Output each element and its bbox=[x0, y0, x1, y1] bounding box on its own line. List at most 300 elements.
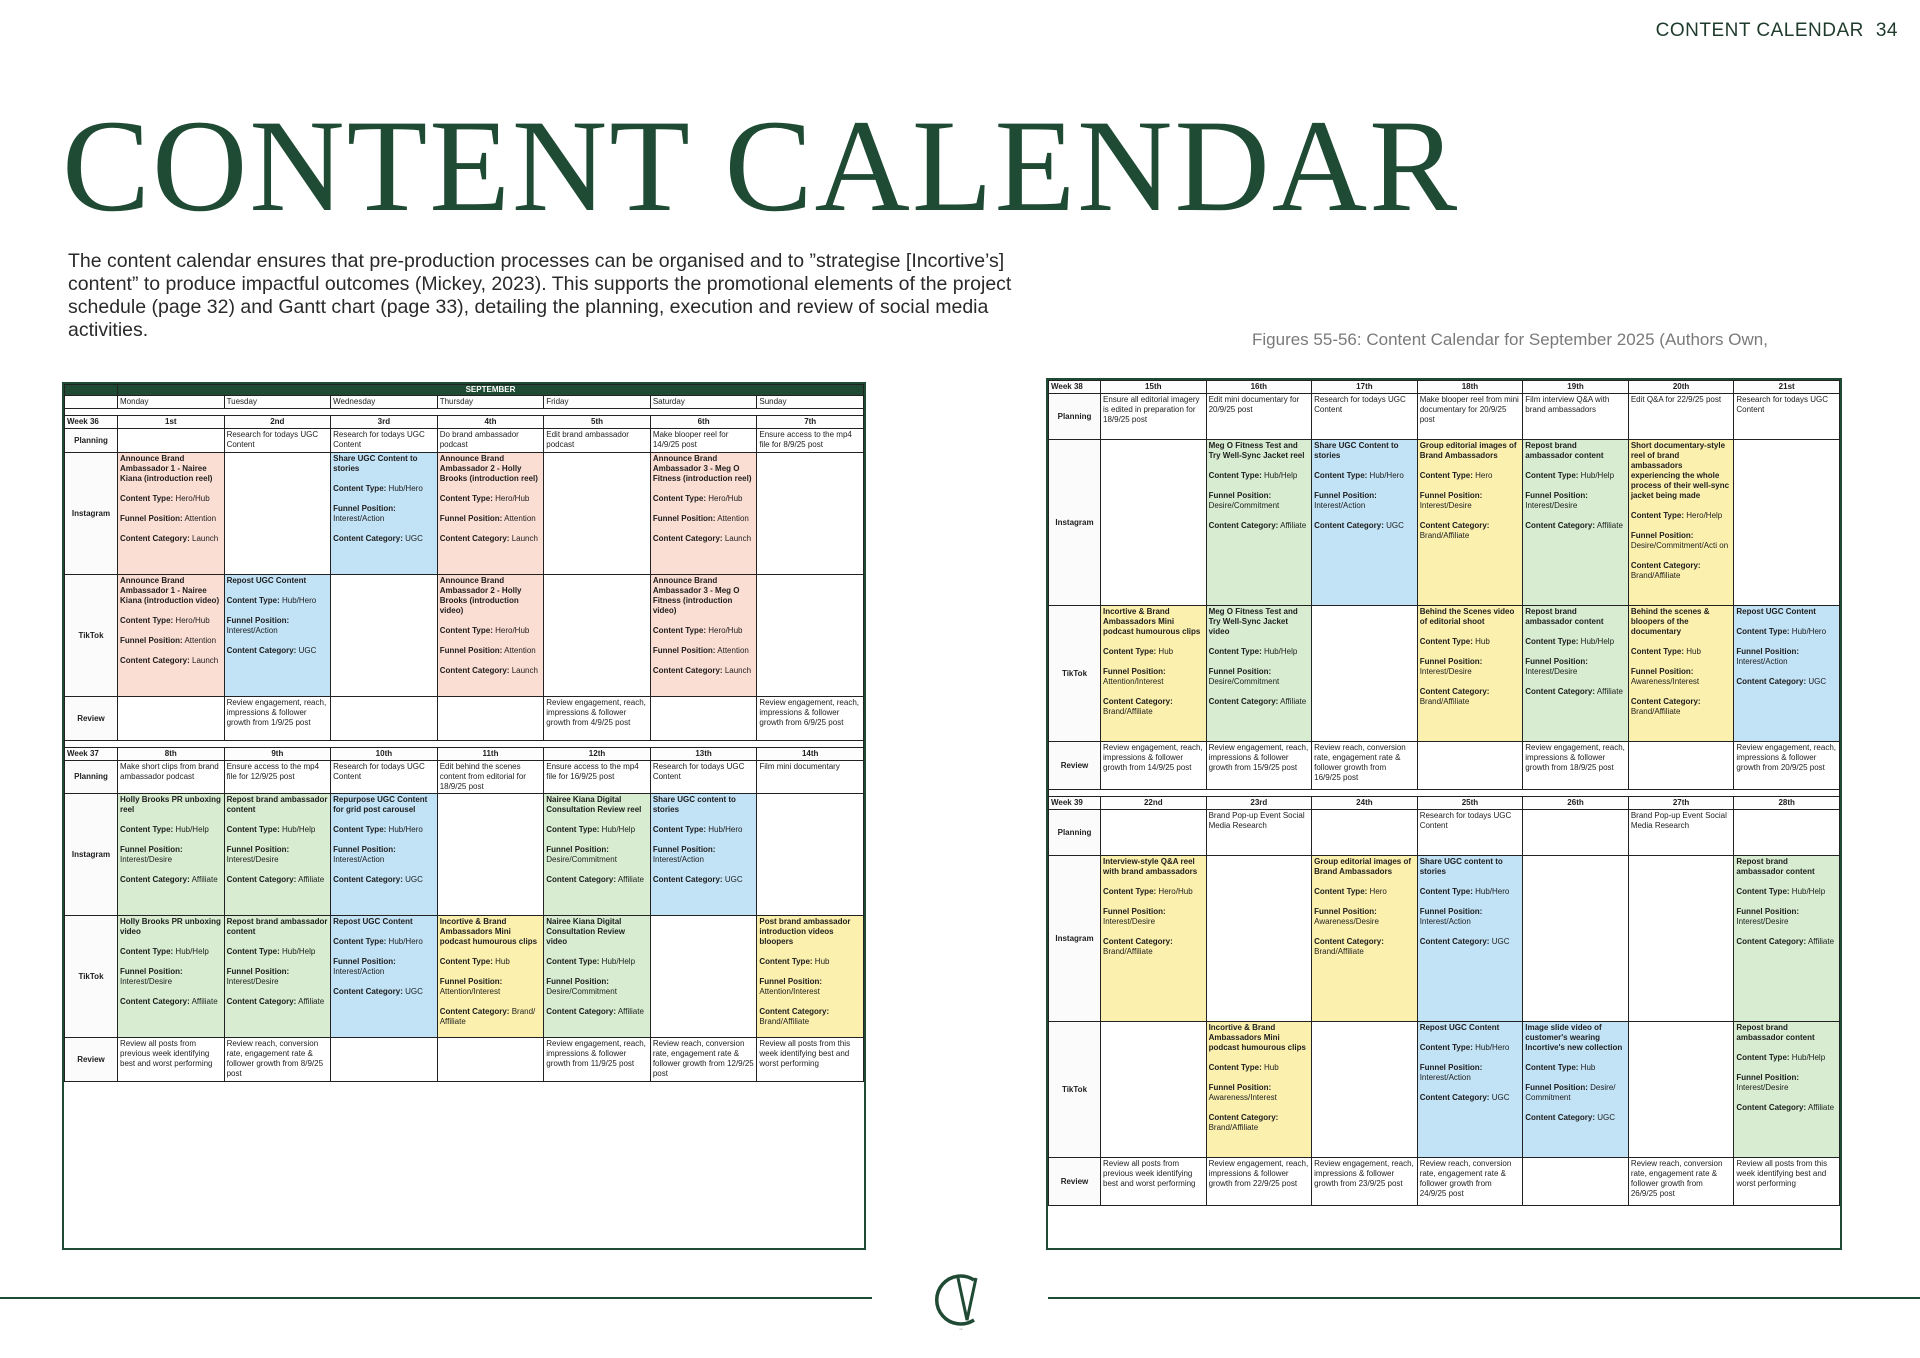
cell-title: Image slide video of customer's wearing Incortive's new collection bbox=[1525, 1023, 1623, 1052]
cell-content-category: Content Category: Brand/Affiliate bbox=[1208, 1113, 1279, 1132]
cell-content-category: Content Category: UGC bbox=[333, 987, 423, 996]
cell-title: Incortive & Brand Ambassadors Mini podcast humourous clips bbox=[1208, 1023, 1306, 1052]
calendar-cell bbox=[544, 761, 651, 794]
cell-text: Review engagement, reach, impressions & follower growth from 23/9/25 post bbox=[1314, 1159, 1414, 1188]
cell-content-type: Content Type: Hero bbox=[1314, 887, 1387, 896]
calendar-cell bbox=[1206, 810, 1312, 856]
calendar-cell bbox=[1101, 1158, 1207, 1206]
cell-text: Ensure all editorial imagery is edited in preparation for 18/9/25 post bbox=[1103, 395, 1200, 424]
row-label: Planning bbox=[65, 761, 118, 794]
calendar-cell bbox=[1312, 1158, 1418, 1206]
cell-funnel-position: Funnel Position: Interest/Action bbox=[1419, 1063, 1483, 1082]
cell-title: Nairee Kiana Digital Consultation Review video bbox=[546, 917, 625, 946]
calendar-cell bbox=[437, 697, 544, 741]
weekday-name: Sunday bbox=[757, 396, 864, 409]
cell-funnel-position: Funnel Position: Awareness/Interest bbox=[1630, 667, 1700, 686]
calendar-cell bbox=[437, 761, 544, 794]
date-header: 15th bbox=[1101, 381, 1207, 394]
cell-text: Film interview Q&A with brand ambassadors bbox=[1525, 395, 1610, 414]
calendar-cell bbox=[1101, 1022, 1207, 1158]
calendar-cell bbox=[1417, 1022, 1523, 1158]
calendar-cell bbox=[1206, 394, 1312, 440]
cell-text: Research for todays UGC Content bbox=[652, 762, 745, 781]
calendar-cell bbox=[1206, 856, 1312, 1022]
date-header: 19th bbox=[1523, 381, 1629, 394]
calendar-cell bbox=[1523, 440, 1629, 606]
cell-title: Post brand ambassador introduction videos bloopers bbox=[759, 917, 851, 946]
calendar-cell bbox=[331, 453, 438, 575]
date-header: 5th bbox=[544, 416, 651, 429]
calendar-cell bbox=[757, 794, 864, 916]
cell-text: Review all posts from previous week identifying best and worst performing bbox=[120, 1039, 213, 1068]
row-review bbox=[1049, 1158, 1840, 1206]
cell-content-category: Content Category: Brand/Affiliate bbox=[1419, 687, 1490, 706]
calendar-cell bbox=[757, 916, 864, 1038]
cell-content-category: Content Category: Brand/Affiliate bbox=[1630, 697, 1701, 716]
brand-logo-mark: CV bbox=[959, 1329, 963, 1331]
calendar-cell bbox=[757, 697, 864, 741]
figure-caption: Figures 55-56: Content Calendar for September 2025 (Authors Own, bbox=[1252, 330, 1768, 349]
cell-text: Review all posts from previous week identifying best and worst performing bbox=[1103, 1159, 1196, 1188]
cell-text: Research for todays UGC Content bbox=[1419, 811, 1512, 830]
cell-funnel-position: Funnel Position: Interest/Desire bbox=[226, 967, 290, 986]
cell-content-type: Content Type: Hub/Hero bbox=[333, 484, 423, 493]
cell-content-type: Content Type: Hero/Help bbox=[1630, 511, 1723, 520]
month-spacer bbox=[65, 385, 118, 396]
weekday-name: Wednesday bbox=[331, 396, 438, 409]
row-label: Review bbox=[1049, 742, 1101, 790]
cell-text: Review engagement, reach, impressions & follower growth from 4/9/25 post bbox=[546, 698, 646, 727]
cell-funnel-position: Funnel Position: Attention bbox=[439, 646, 536, 655]
spacer-cell bbox=[65, 409, 864, 416]
cell-funnel-position: Funnel Position: Desire/ Commitment bbox=[1525, 1083, 1616, 1102]
cell-content-type: Content Type: Hub/Help bbox=[546, 825, 636, 834]
cell-text: Brand Pop-up Event Social Media Research bbox=[1208, 811, 1305, 830]
calendar-cell bbox=[1312, 394, 1418, 440]
cell-content-category: Content Category: Launch bbox=[120, 534, 219, 543]
cell-content-category: Content Category: UGC bbox=[1525, 1113, 1616, 1122]
row-label: TikTok bbox=[65, 575, 118, 697]
date-header: 24th bbox=[1312, 797, 1418, 810]
cell-text: Brand Pop-up Event Social Media Research bbox=[1630, 811, 1727, 830]
cell-funnel-position: Funnel Position: Interest/Action bbox=[1419, 907, 1483, 926]
calendar-cell bbox=[650, 453, 757, 575]
cell-funnel-position: Funnel Position: Attention bbox=[652, 514, 749, 523]
cell-funnel-position: Funnel Position: Interest/Action bbox=[226, 616, 290, 635]
cell-title: Repost brand ambassador content bbox=[1525, 607, 1604, 626]
page-number: 34 bbox=[1875, 20, 1898, 41]
row-label: TikTok bbox=[65, 916, 118, 1038]
cell-content-type: Content Type: Hub bbox=[1630, 647, 1701, 656]
cell-content-type: Content Type: Hero/Hub bbox=[439, 494, 530, 503]
cell-content-type: Content Type: Hub/Hero bbox=[226, 596, 317, 605]
cell-text: Make short clips from brand ambassador podcast bbox=[120, 762, 219, 781]
cell-funnel-position: Funnel Position: Interest/Desire bbox=[1525, 657, 1588, 676]
cell-content-category: Content Category: UGC bbox=[1736, 677, 1827, 686]
calendar-cell bbox=[224, 575, 331, 697]
cell-content-category: Content Category: Affiliate bbox=[546, 875, 644, 884]
calendar-cell bbox=[1523, 1158, 1629, 1206]
calendar-cell bbox=[544, 916, 651, 1038]
week-header-row bbox=[65, 416, 864, 429]
running-header-title: CONTENT CALENDAR bbox=[1655, 20, 1864, 41]
calendar-cell bbox=[1101, 606, 1207, 742]
calendar-cell bbox=[1628, 606, 1734, 742]
spacer-row bbox=[65, 409, 864, 416]
calendar-cell bbox=[544, 429, 651, 453]
row-instagram bbox=[65, 794, 864, 916]
weekday-name: Friday bbox=[544, 396, 651, 409]
cell-content-type: Content Type: Hero/Hub bbox=[439, 626, 530, 635]
date-header: 2nd bbox=[224, 416, 331, 429]
cell-title: Repurpose UGC Content for grid post carousel bbox=[333, 795, 428, 814]
calendar-cell bbox=[1523, 856, 1629, 1022]
cell-content-type: Content Type: Hub/Help bbox=[226, 947, 316, 956]
cell-text: Review engagement, reach, impressions & follower growth from 11/9/25 post bbox=[546, 1039, 646, 1068]
calendar-cell bbox=[757, 453, 864, 575]
date-header: 16th bbox=[1206, 381, 1312, 394]
calendar-cell bbox=[650, 916, 757, 1038]
cell-funnel-position: Funnel Position: Interest/Action bbox=[333, 504, 396, 523]
brand-logo bbox=[930, 1268, 992, 1332]
calendar-cell bbox=[757, 429, 864, 453]
calendar-cell bbox=[118, 1038, 225, 1082]
cell-title: Repost brand ambassador content bbox=[1525, 441, 1604, 460]
cell-content-type: Content Type: Hub/Hero bbox=[333, 937, 423, 946]
date-header: 6th bbox=[650, 416, 757, 429]
cell-text: Film mini documentary bbox=[759, 762, 840, 771]
cell-content-type: Content Type: Hub bbox=[1103, 647, 1174, 656]
calendar-cell bbox=[650, 429, 757, 453]
cell-content-type: Content Type: Hub/Help bbox=[1525, 637, 1615, 646]
cell-text: Ensure access to the mp4 file for 16/9/25 post bbox=[546, 762, 639, 781]
cell-content-category: Content Category: Affiliate bbox=[120, 997, 218, 1006]
cell-funnel-position: Funnel Position: Interest/Desire bbox=[1736, 1073, 1800, 1092]
calendar-cell bbox=[1206, 1158, 1312, 1206]
cell-text: Review engagement, reach, impressions & follower growth from 14/9/25 post bbox=[1103, 743, 1203, 772]
cell-funnel-position: Funnel Position: Attention bbox=[652, 646, 749, 655]
cell-content-category: Content Category: Brand/Affiliate bbox=[1314, 937, 1384, 956]
date-header: 21st bbox=[1734, 381, 1840, 394]
cell-title: Short documentary-style reel of brand ambassadors experiencing the whole process of their well-sync jacket being made bbox=[1630, 441, 1730, 500]
week-header-row bbox=[1049, 797, 1840, 810]
calendar-cell bbox=[1734, 394, 1840, 440]
cell-title: Holly Brooks PR unboxing video bbox=[120, 917, 221, 936]
cell-text: Review reach, conversion rate, engagement rate & follower growth from 16/9/25 post bbox=[1314, 743, 1406, 782]
cell-content-category: Content Category: Affiliate bbox=[1208, 697, 1307, 706]
calendar-cell bbox=[1312, 742, 1418, 790]
date-header: 7th bbox=[757, 416, 864, 429]
date-header: 12th bbox=[544, 748, 651, 761]
week-label: Week 38 bbox=[1049, 381, 1101, 394]
row-label: Instagram bbox=[65, 794, 118, 916]
cell-content-category: Content Category: UGC bbox=[1314, 521, 1404, 530]
cell-content-type: Content Type: Hero/Hub bbox=[652, 494, 743, 503]
cell-title: Repost UGC Content bbox=[1419, 1023, 1500, 1032]
calendar-cell bbox=[1206, 1022, 1312, 1158]
cell-title: Announce Brand Ambassador 3 - Meg O Fitness (introduction video) bbox=[652, 576, 740, 615]
calendar-cell bbox=[1628, 742, 1734, 790]
cell-content-category: Content Category: Launch bbox=[439, 666, 538, 675]
calendar-cell bbox=[331, 761, 438, 794]
cell-funnel-position: Funnel Position: Desire/Commitment bbox=[1208, 667, 1280, 686]
calendar-cell bbox=[437, 1038, 544, 1082]
row-review bbox=[1049, 742, 1840, 790]
cell-funnel-position: Funnel Position: Interest/Desire bbox=[1736, 907, 1800, 926]
cell-content-category: Content Category: Launch bbox=[439, 534, 538, 543]
calendar-cell bbox=[1101, 856, 1207, 1022]
cell-title: Repost UGC Content bbox=[1736, 607, 1816, 616]
row-label: Review bbox=[65, 1038, 118, 1082]
cell-text: Ensure access to the mp4 file for 12/9/25 post bbox=[226, 762, 320, 781]
spacer-cell bbox=[1049, 790, 1840, 797]
date-header: 23rd bbox=[1206, 797, 1312, 810]
cell-funnel-position: Funnel Position: Attention bbox=[439, 514, 536, 523]
cell-funnel-position: Funnel Position: Interest/Action bbox=[652, 845, 716, 864]
weekday-name: Monday bbox=[118, 396, 225, 409]
cell-funnel-position: Funnel Position: Interest/Desire bbox=[1419, 657, 1483, 676]
cell-content-category: Content Category: UGC bbox=[226, 646, 317, 655]
calendar-cell bbox=[1628, 1158, 1734, 1206]
cell-text: Edit mini documentary for 20/9/25 post bbox=[1208, 395, 1300, 414]
cell-title: Share UGC content to stories bbox=[652, 795, 736, 814]
calendar-cell bbox=[650, 575, 757, 697]
calendar-cell bbox=[118, 575, 225, 697]
cell-title: Nairee Kiana Digital Consultation Review reel bbox=[546, 795, 642, 814]
cell-title: Share UGC content to stories bbox=[1419, 857, 1503, 876]
cell-funnel-position: Funnel Position: Interest/Desire bbox=[120, 967, 183, 986]
cell-text: Research for todays UGC Content bbox=[333, 762, 425, 781]
calendar-cell bbox=[437, 916, 544, 1038]
date-header: 13th bbox=[650, 748, 757, 761]
month-row bbox=[65, 385, 864, 396]
calendar-cell bbox=[437, 794, 544, 916]
cell-content-category: Content Category: UGC bbox=[333, 534, 423, 543]
cell-text: Research for todays UGC Content bbox=[226, 430, 319, 449]
calendar-cell bbox=[1101, 742, 1207, 790]
calendar-cell bbox=[1523, 810, 1629, 856]
row-label: Instagram bbox=[1049, 856, 1101, 1022]
cell-text: Review reach, conversion rate, engagement rate & follower growth from 26/9/25 post bbox=[1630, 1159, 1723, 1198]
cell-funnel-position: Funnel Position: Interest/Action bbox=[1314, 491, 1377, 510]
date-header: 4th bbox=[437, 416, 544, 429]
cell-funnel-position: Funnel Position: Awareness/Interest bbox=[1208, 1083, 1277, 1102]
calendar-cell bbox=[650, 697, 757, 741]
cell-content-type: Content Type: Hub/Help bbox=[1208, 647, 1298, 656]
cell-content-type: Content Type: Hub/Help bbox=[120, 947, 209, 956]
calendar-cell bbox=[118, 697, 225, 741]
calendar-cell bbox=[1312, 856, 1418, 1022]
row-label: Planning bbox=[65, 429, 118, 453]
date-header: 26th bbox=[1523, 797, 1629, 810]
cell-content-category: Content Category: Launch bbox=[652, 666, 752, 675]
date-header: 14th bbox=[757, 748, 864, 761]
calendar-weeks-38-39 bbox=[1046, 378, 1842, 1250]
calendar-cell bbox=[650, 794, 757, 916]
cell-funnel-position: Funnel Position: Interest/Desire bbox=[1525, 491, 1588, 510]
date-header: 25th bbox=[1417, 797, 1523, 810]
cell-text: Edit brand ambassador podcast bbox=[546, 430, 629, 449]
calendar-cell bbox=[1523, 394, 1629, 440]
cell-title: Announce Brand Ambassador 2 - Holly Brooks (introduction video) bbox=[439, 576, 522, 615]
calendar-cell bbox=[1523, 1022, 1629, 1158]
calendar-cell bbox=[1206, 606, 1312, 742]
cell-content-type: Content Type: Hub bbox=[1525, 1063, 1596, 1072]
row-tiktok bbox=[1049, 606, 1840, 742]
cell-funnel-position: Funnel Position: Interest/Action bbox=[333, 845, 396, 864]
cell-content-type: Content Type: Hub/Hero bbox=[652, 825, 743, 834]
cell-text: Review engagement, reach, impressions & follower growth from 6/9/25 post bbox=[759, 698, 859, 727]
calendar-cell bbox=[1734, 440, 1840, 606]
calendar-cell bbox=[437, 575, 544, 697]
calendar-cell bbox=[1628, 1022, 1734, 1158]
date-header: 1st bbox=[118, 416, 225, 429]
calendar-cell bbox=[757, 575, 864, 697]
row-label: Instagram bbox=[65, 453, 118, 575]
cell-content-category: Content Category: Brand/Affiliate bbox=[1630, 561, 1701, 580]
row-label: Review bbox=[1049, 1158, 1101, 1206]
cell-funnel-position: Funnel Position: Attention/Interest bbox=[1103, 667, 1166, 686]
running-header bbox=[1656, 20, 1898, 42]
cell-title: Holly Brooks PR unboxing reel bbox=[120, 795, 221, 814]
cell-title: Announce Brand Ambassador 1 - Nairee Kiana (introduction video) bbox=[120, 576, 220, 605]
calendar-cell bbox=[224, 761, 331, 794]
cell-funnel-position: Funnel Position: Interest/Action bbox=[333, 957, 396, 976]
cell-funnel-position: Funnel Position: Attention bbox=[120, 514, 217, 523]
date-header: 9th bbox=[224, 748, 331, 761]
cell-content-type: Content Type: Hub/Help bbox=[546, 957, 636, 966]
month-label: SEPTEMBER bbox=[118, 385, 864, 396]
cell-content-type: Content Type: Hub/Help bbox=[226, 825, 316, 834]
cell-title: Interview-style Q&A reel with brand ambassadors bbox=[1103, 857, 1198, 876]
calendar-cell bbox=[1734, 742, 1840, 790]
calendar-cell bbox=[1417, 606, 1523, 742]
cell-content-type: Content Type: Hub/Help bbox=[120, 825, 209, 834]
page-title: CONTENT CALENDAR bbox=[62, 92, 1460, 239]
cell-content-type: Content Type: Hub/Hero bbox=[1314, 471, 1404, 480]
calendar-cell bbox=[224, 794, 331, 916]
calendar-cell bbox=[224, 1038, 331, 1082]
calendar-table-left bbox=[64, 384, 864, 1082]
cell-title: Repost UGC Content bbox=[226, 576, 307, 585]
cell-text: Review all posts from this week identifying best and worst performing bbox=[759, 1039, 851, 1068]
calendar-cell bbox=[331, 429, 438, 453]
calendar-cell bbox=[331, 697, 438, 741]
row-tiktok bbox=[1049, 1022, 1840, 1158]
calendar-cell bbox=[224, 453, 331, 575]
date-header: 18th bbox=[1417, 381, 1523, 394]
cell-text: Edit Q&A for 22/9/25 post bbox=[1630, 395, 1722, 404]
row-tiktok bbox=[65, 916, 864, 1038]
calendar-cell bbox=[544, 794, 651, 916]
calendar-cell bbox=[1734, 1022, 1840, 1158]
cell-title: Incortive & Brand Ambassadors Mini podcast humourous clips bbox=[439, 917, 538, 946]
cell-content-type: Content Type: Hub/Help bbox=[1208, 471, 1298, 480]
row-tiktok bbox=[65, 575, 864, 697]
calendar-cell bbox=[331, 794, 438, 916]
cell-content-category: Content Category: UGC bbox=[333, 875, 423, 884]
cell-title: Meg O Fitness Test and Try Well-Sync Jacket reel bbox=[1208, 441, 1305, 460]
cell-text: Research for todays UGC Content bbox=[333, 430, 425, 449]
cell-content-category: Content Category: Affiliate bbox=[226, 875, 325, 884]
cell-title: Group editorial images of Brand Ambassadors bbox=[1419, 441, 1517, 460]
date-header: 17th bbox=[1312, 381, 1418, 394]
calendar-cell bbox=[1312, 440, 1418, 606]
calendar-cell bbox=[544, 1038, 651, 1082]
calendar-cell bbox=[118, 794, 225, 916]
cell-title: Repost brand ambassador content bbox=[1736, 1023, 1815, 1042]
calendar-cell bbox=[118, 453, 225, 575]
cell-text: Research for todays UGC Content bbox=[1736, 395, 1828, 414]
date-header: 22nd bbox=[1101, 797, 1207, 810]
calendar-cell bbox=[224, 429, 331, 453]
date-header: 27th bbox=[1628, 797, 1734, 810]
cell-content-category: Content Category: UGC bbox=[652, 875, 743, 884]
cell-funnel-position: Funnel Position: Desire/Commitment bbox=[1208, 491, 1280, 510]
calendar-cell bbox=[1417, 394, 1523, 440]
cell-content-category: Content Category: Launch bbox=[120, 656, 219, 665]
calendar-cell bbox=[1101, 440, 1207, 606]
cell-content-type: Content Type: Hub/Help bbox=[1525, 471, 1615, 480]
calendar-cell bbox=[1734, 1158, 1840, 1206]
row-instagram bbox=[1049, 856, 1840, 1022]
spacer-row bbox=[65, 741, 864, 748]
cell-text: Review reach, conversion rate, engagement rate & follower growth from 8/9/25 post bbox=[226, 1039, 324, 1078]
calendar-table-right bbox=[1048, 380, 1840, 1206]
week-header-row bbox=[65, 748, 864, 761]
calendar-cell bbox=[1417, 742, 1523, 790]
cell-text: Review engagement, reach, impressions & follower growth from 15/9/25 post bbox=[1208, 743, 1309, 772]
cell-content-type: Content Type: Hero bbox=[1419, 471, 1493, 480]
cell-title: Share UGC Content to stories bbox=[333, 454, 418, 473]
row-review bbox=[65, 1038, 864, 1082]
cell-funnel-position: Funnel Position: Interest/Desire bbox=[1103, 907, 1166, 926]
row-planning bbox=[65, 429, 864, 453]
calendar-cell bbox=[1734, 810, 1840, 856]
calendar-cell bbox=[1312, 606, 1418, 742]
cell-title: Behind the Scenes video of editorial shoot bbox=[1419, 607, 1515, 626]
row-instagram bbox=[65, 453, 864, 575]
calendar-cell bbox=[1206, 440, 1312, 606]
calendar-cell bbox=[437, 453, 544, 575]
cell-funnel-position: Funnel Position: Desire/Commitment bbox=[546, 977, 617, 996]
date-header: 3rd bbox=[331, 416, 438, 429]
cell-content-category: Content Category: Launch bbox=[652, 534, 752, 543]
cell-content-type: Content Type: Hero/Hub bbox=[652, 626, 743, 635]
cell-content-type: Content Type: Hub bbox=[759, 957, 830, 966]
cell-content-category: Content Category: Affiliate bbox=[120, 875, 218, 884]
cell-text: Ensure access to the mp4 file for 8/9/25 post bbox=[759, 430, 852, 449]
cell-content-category: Content Category: Brand/Affiliate bbox=[1103, 697, 1173, 716]
cell-funnel-position: Funnel Position: Attention bbox=[120, 636, 217, 645]
row-label: Planning bbox=[1049, 394, 1101, 440]
cell-funnel-position: Funnel Position: Awareness/Desire bbox=[1314, 907, 1379, 926]
cell-title: Repost brand ambassador content bbox=[226, 795, 328, 814]
row-label: TikTok bbox=[1049, 1022, 1101, 1158]
cell-content-category: Content Category: Affiliate bbox=[1208, 521, 1307, 530]
row-label: TikTok bbox=[1049, 606, 1101, 742]
weekday-spacer bbox=[65, 396, 118, 409]
cell-text: Review engagement, reach, impressions & follower growth from 22/9/25 post bbox=[1208, 1159, 1309, 1188]
calendar-cell bbox=[1523, 742, 1629, 790]
cell-text: Do brand ambassador podcast bbox=[439, 430, 519, 449]
cell-title: Repost brand ambassador content bbox=[1736, 857, 1815, 876]
calendar-cell bbox=[1417, 810, 1523, 856]
calendar-cell bbox=[118, 761, 225, 794]
calendar-cell bbox=[757, 761, 864, 794]
cell-text: Research for todays UGC Content bbox=[1314, 395, 1406, 414]
calendar-cell bbox=[650, 1038, 757, 1082]
